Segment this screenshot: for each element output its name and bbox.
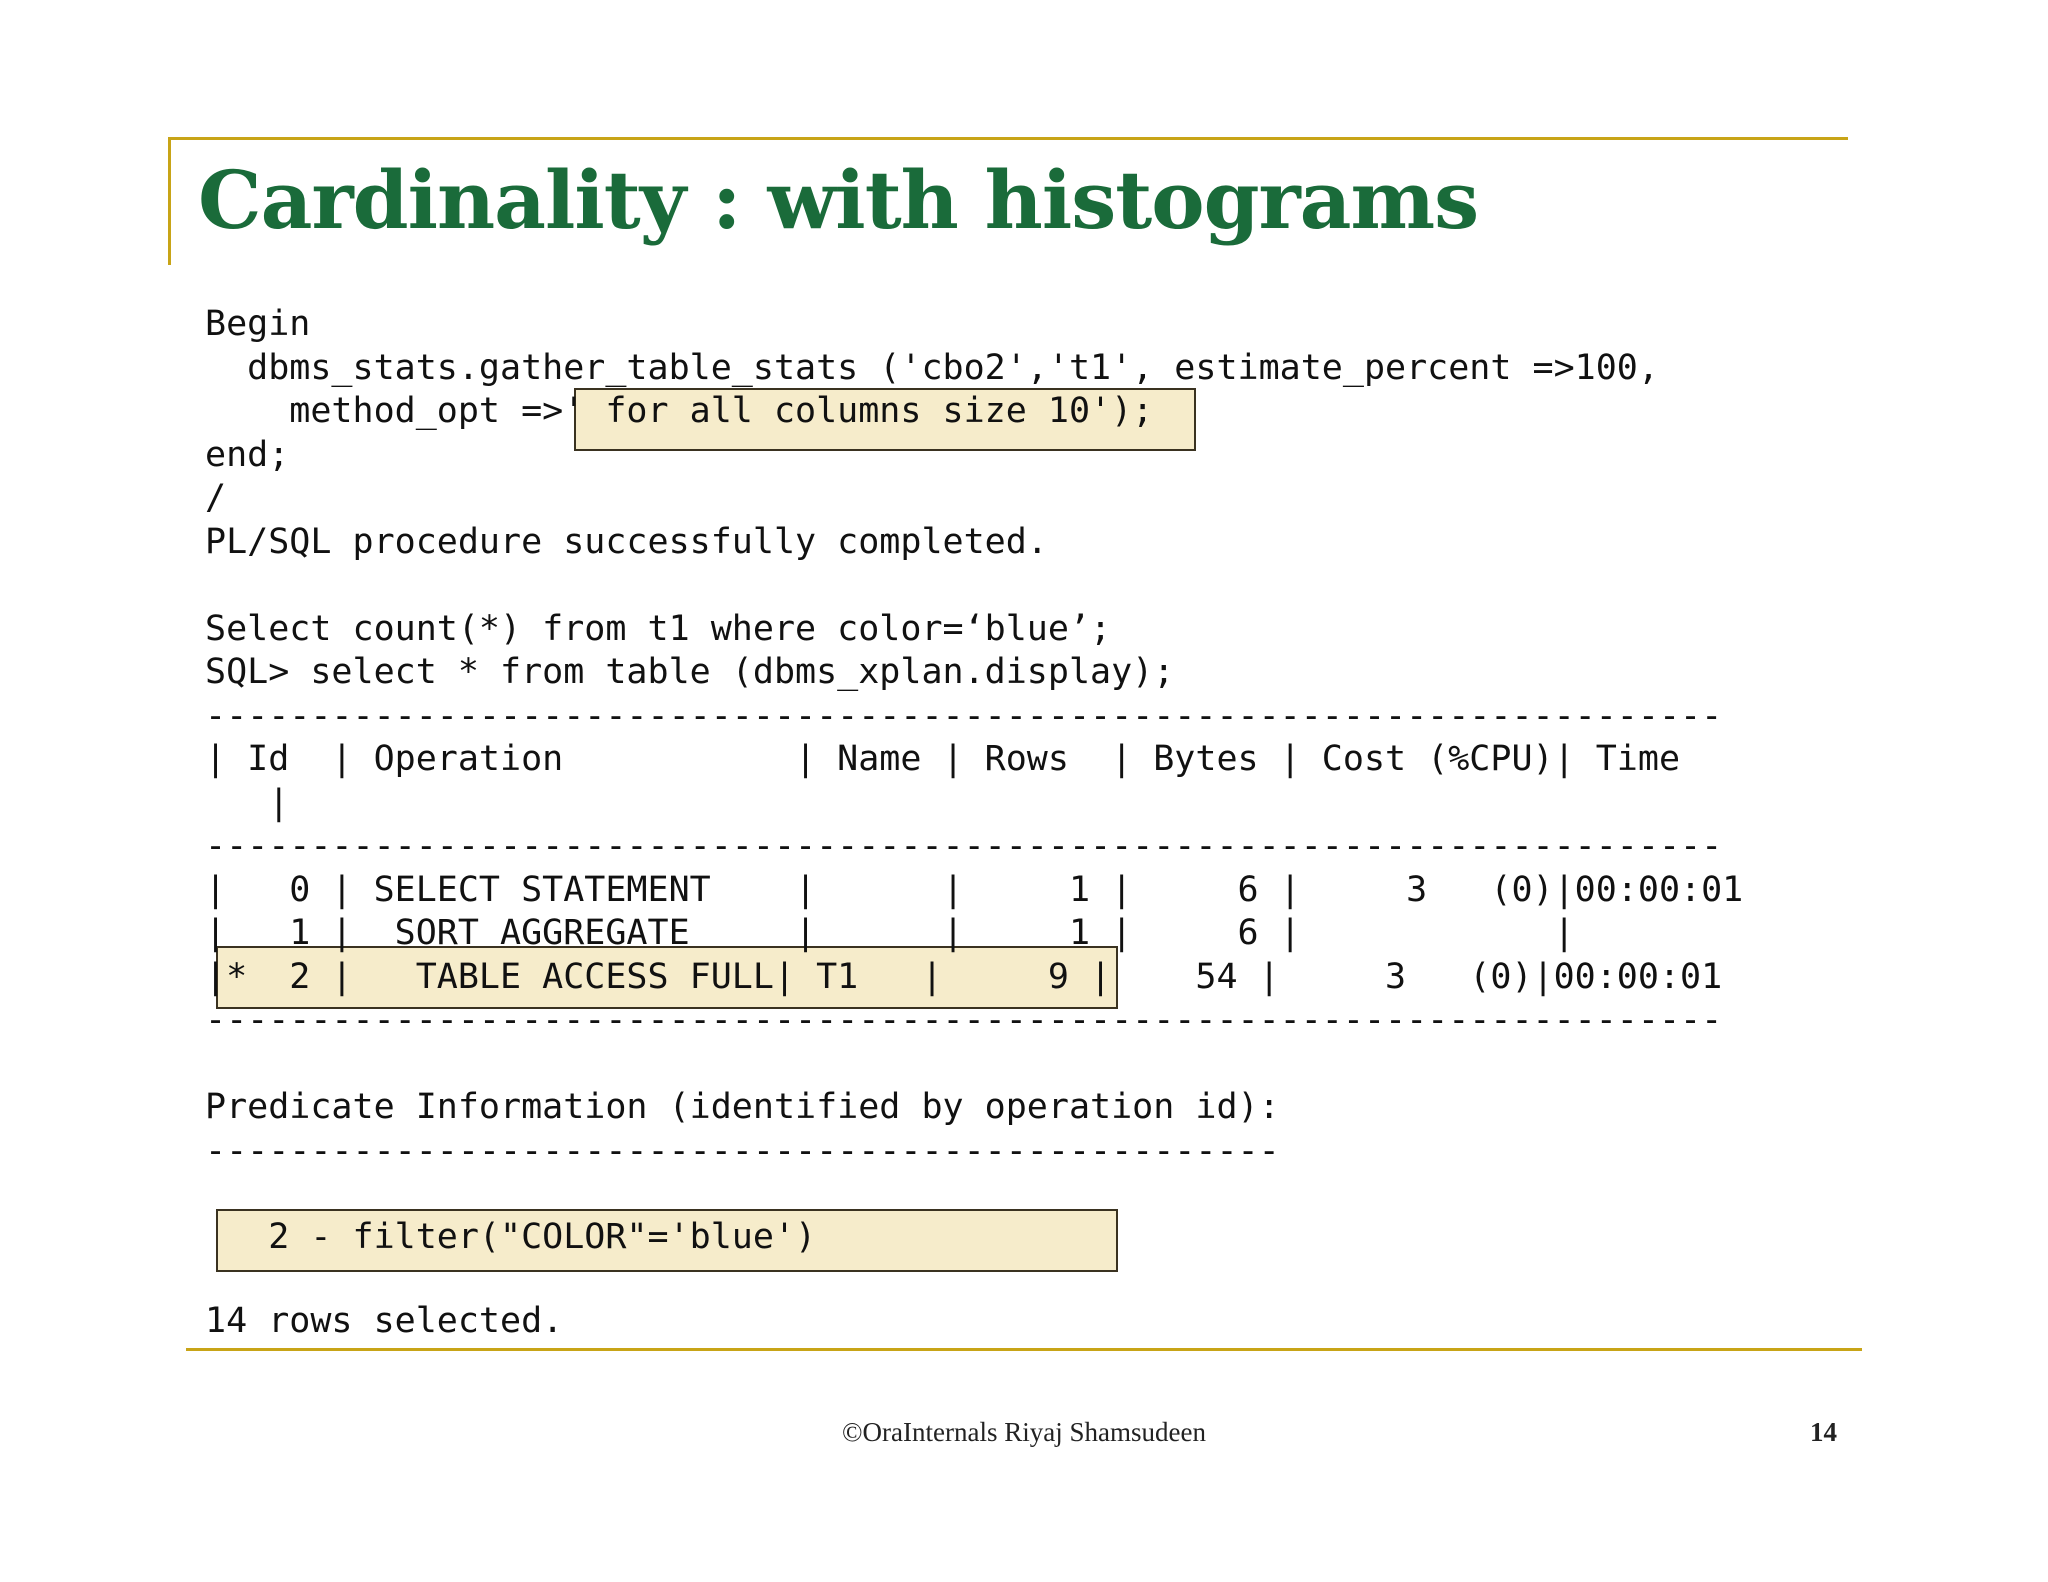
rows-selected-text: 14 rows selected. (205, 1301, 564, 1341)
code-line: method_opt =>' for all columns size 10'); (205, 391, 1154, 431)
slide-title: Cardinality : with histograms (198, 153, 1479, 247)
code-line: | 1 | SORT AGGREGATE | | 1 | 6 | | (205, 913, 1575, 953)
code-line: ------------------------------------------------------------------------ (205, 1000, 1723, 1040)
code-line: / (205, 478, 227, 518)
code-line: Select count(*) from t1 where color=‘blue’; (205, 608, 1112, 649)
page-number: 14 (1810, 1417, 1837, 1447)
code-line: --------------------------------------------------- (205, 1130, 1280, 1171)
code-line: |* 2 | TABLE ACCESS FULL| T1 | 9 | 54 | 3 (0)|00:00:01 (205, 956, 1723, 997)
code-line: Predicate Information (identified by operation id): (205, 1087, 1280, 1127)
code-line: Begin (205, 304, 311, 344)
title-frame-top-rule (168, 137, 1848, 140)
code-block (205, 303, 1743, 1173)
code-line: end; (205, 434, 290, 475)
code-line: | (205, 782, 290, 823)
code-line: PL/SQL procedure successfully completed. (205, 521, 1048, 562)
code-line: ------------------------------------------------------------------------ (205, 695, 1723, 736)
bottom-rule (186, 1348, 1862, 1351)
footer-copyright: ©OraInternals Riyaj Shamsudeen (842, 1417, 1206, 1447)
predicate-filter-line: 2 - filter("COLOR"='blue') (205, 1217, 817, 1257)
code-line: SQL> select * from table (dbms_xplan.display); (205, 652, 1175, 692)
code-line: ------------------------------------------------------------------------ (205, 826, 1723, 866)
code-line: | 0 | SELECT STATEMENT | | 1 | 6 | 3 (0)|00:00:01 (205, 869, 1744, 910)
code-line: | Id | Operation | Name | Rows | Bytes | Cost (%CPU)| Time (205, 739, 1681, 779)
title-frame-left-rule (168, 137, 171, 265)
code-line: dbms_stats.gather_table_stats ('cbo2','t1', estimate_percent =>100, (205, 347, 1659, 388)
